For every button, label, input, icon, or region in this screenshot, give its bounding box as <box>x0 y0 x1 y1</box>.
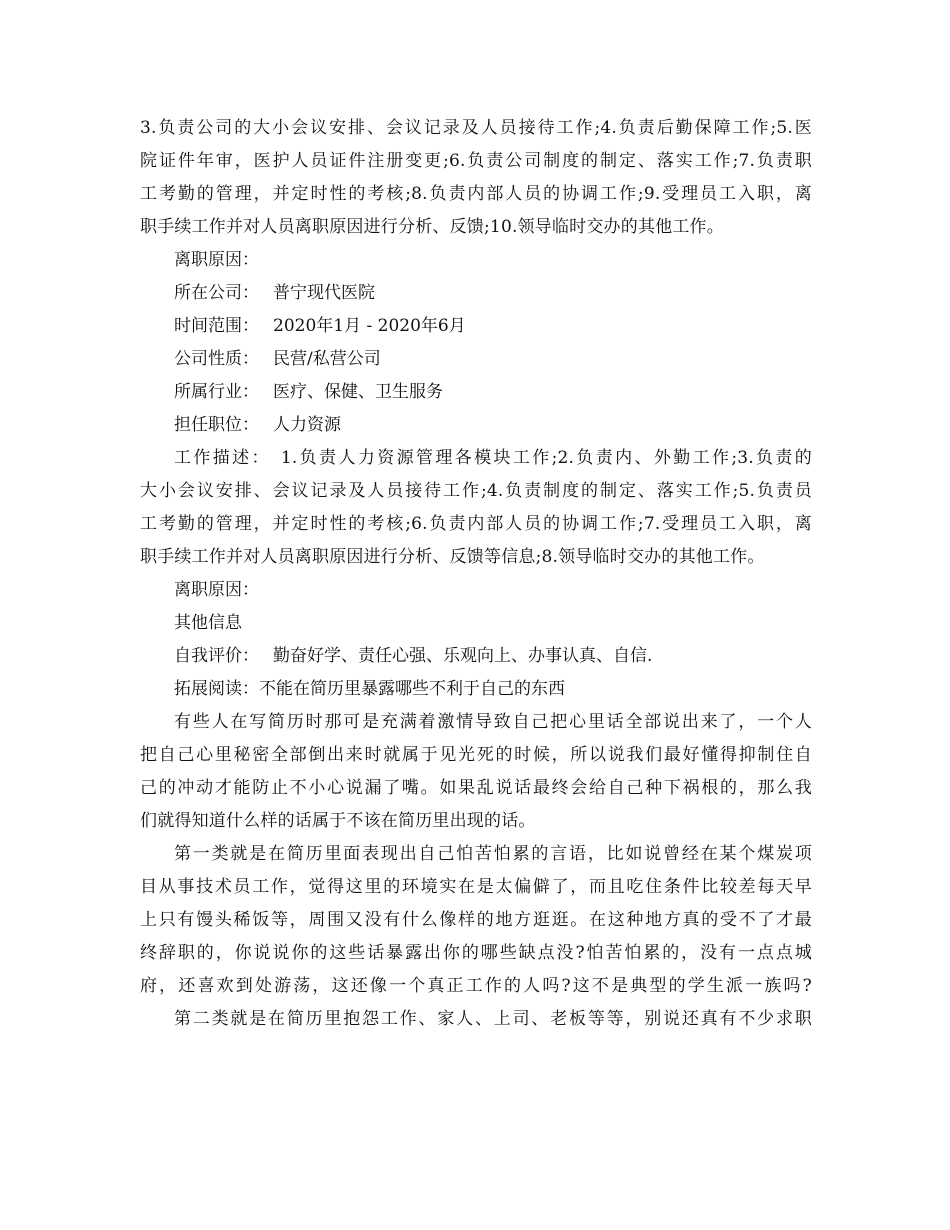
para1-line-2: 把自己心里秘密全部倒出来时就属于见光死的时候，所以说我们最好懂得抑制住自 <box>140 745 812 765</box>
work2-period-label: 时间范围： <box>174 316 259 336</box>
work2-leave-reason-label: 离职原因： <box>174 580 259 600</box>
work1-desc-line-4: 职手续工作并对人员离职原因进行分析、反馈;10.领导临时交办的其他工作。 <box>140 217 724 237</box>
work2-desc-line-2: 大小会议安排、会议记录及人员接待工作;4.负责制度的制定、落实工作;5.负责员 <box>140 481 812 501</box>
para2-line-2: 目从事技术员工作，觉得这里的环境实在是太偏僻了，而且吃住条件比较差每天早 <box>140 877 812 897</box>
work2-desc-line-4: 职手续工作并对人员离职原因进行分析、反馈等信息;8.领导临时交办的其他工作。 <box>140 547 765 567</box>
work2-period-row <box>140 310 812 343</box>
work2-position-label: 担任职位： <box>174 415 259 435</box>
para2-line-5: 府，还喜欢到处游荡，这还像一个真正工作的人吗?这不是典型的学生派一族吗? <box>140 976 812 996</box>
para1-line-4: 们就得知道什么样的话属于不该在简历里出现的话。 <box>140 811 536 831</box>
para3-line-1: 第二类就是在简历里抱怨工作、家人、上司、老板等等，别说还真有不少求职 <box>174 1009 812 1029</box>
work2-company-label: 所在公司： <box>174 283 259 303</box>
work1-desc-line-2: 院证件年审，医护人员证件注册变更;6.负责公司制度的制定、落实工作;7.负责职 <box>140 151 812 171</box>
para2-line-3: 上只有馒头稀饭等，周围又没有什么像样的地方逛逛。在这种地方真的受不了才最 <box>140 910 812 930</box>
work2-position-value: 人力资源 <box>273 415 341 435</box>
work2-industry-label: 所属行业： <box>174 382 259 402</box>
work2-nature-label: 公司性质： <box>174 349 259 369</box>
work1-desc-line-1: 3.负责公司的大小会议安排、会议记录及人员接待工作;4.负责后勤保障工作;5.医 <box>140 118 812 138</box>
work2-industry-value: 医疗、保健、卫生服务 <box>273 382 443 402</box>
work2-desc-first-line <box>140 442 812 475</box>
work2-company-value: 普宁现代医院 <box>273 283 375 303</box>
work2-position-row <box>140 409 812 442</box>
work2-nature-row <box>140 343 812 376</box>
self-eval-row <box>140 640 812 673</box>
document-page <box>140 112 812 1036</box>
para2-line-1: 第一类就是在简历里面表现出自己怕苦怕累的言语，比如说曾经在某个煤炭项 <box>174 844 812 864</box>
para2-line-4: 终辞职的，你说说你的这些话暴露出你的哪些缺点没?怕苦怕累的，没有一点点城 <box>140 943 812 963</box>
work2-nature-value: 民营/私营公司 <box>273 349 381 369</box>
para1-line-1: 有些人在写简历时那可是充满着激情导致自己把心里话全部说出来了，一个人 <box>174 712 812 732</box>
self-eval-label: 自我评价： <box>174 646 259 666</box>
work1-leave-reason-label: 离职原因： <box>174 250 259 270</box>
other-info-title: 其他信息 <box>174 613 242 633</box>
work2-desc-first: 1.负责人力资源管理各模块工作;2.负责内、外勤工作;3.负责的 <box>280 448 812 468</box>
work2-company-row <box>140 277 812 310</box>
work2-desc-label: 工作描述： <box>174 448 271 468</box>
para1-line-3: 己的冲动才能防止不小心说漏了嘴。如果乱说话最终会给自己种下祸根的，那么我 <box>140 778 812 798</box>
work2-industry-row <box>140 376 812 409</box>
extended-reading-title: 拓展阅读：不能在简历里暴露哪些不利于自己的东西 <box>174 679 565 699</box>
work1-desc-line-3: 工考勤的管理，并定时性的考核;8.负责内部人员的协调工作;9.受理员工入职，离 <box>140 184 812 204</box>
work2-period-value: 2020年1月 - 2020年6月 <box>273 316 466 336</box>
self-eval-value: 勤奋好学、责任心强、乐观向上、办事认真、自信. <box>273 646 653 666</box>
work2-desc-line-3: 工考勤的管理，并定时性的考核;6.负责内部人员的协调工作;7.受理员工入职，离 <box>140 514 812 534</box>
